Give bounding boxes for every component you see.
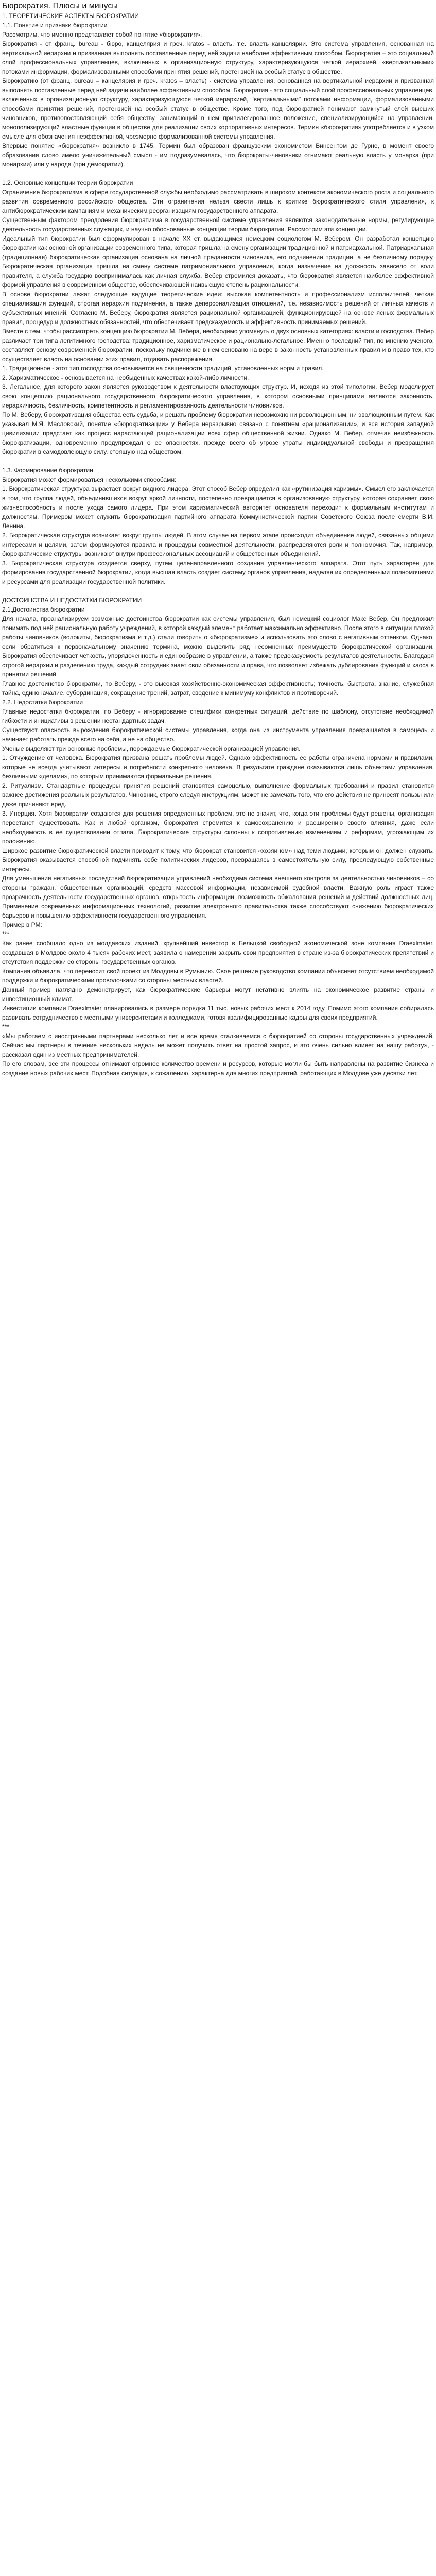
paragraph: 2. Харизматическое - основывается на необыденных качествах какой-либо личности. bbox=[2, 374, 249, 381]
paragraph: Ученые выделяют три основные проблемы, порождаемые бюрократической организацией управления. bbox=[2, 745, 301, 752]
section-heading: 1.3. Формирование бюрократии bbox=[2, 467, 93, 474]
document bbox=[0, 1, 436, 1083]
paragraph: Бюрократия - от франц. bureau - бюро, канцелярия и греч. kratos - власть, т.е. власть канцелярии. Это система управления, основанная на вертикальной иерархии и призванная выполнять поставленные перед ней задачи наиболее эффективным способом. Бюрократия – это социальный слой профессиональных управленцев, включенных в организационную структуру, характеризующуюся четкой иерархией, «вертикальными» потоками информации, формализованными способами принятия решений, претензией на особый статус в обществе. bbox=[2, 40, 434, 75]
paragraph: 1. Бюрократическая структура вырастает вокруг видного лидера. Этот способ Вебер определил как «рутинизация харизмы». Смысл его заключается в том, что группа людей, объединившихся вокруг яркой личности, постепенно превращается в организованную структуру, которая сохраняет свою жизнеспособность и после ухода самого лидера. При этом харизматический авторитет основателя переходит к формальным институтам и должностям. Примером может служить бюрократизация партийного аппарата Коммунистической партии Советского Союза после смерти В.И. Ленина. bbox=[2, 485, 434, 530]
paragraph: Для начала, проанализируем возможные достоинства бюрократии как системы управления, был немецкий социолог Макс Вебер. Он предложил понимать под ней рациональную работу учреждений, в которой каждый элемент работает максимально эффективно. После этого в ситуации плохой работы чиновников (волокиты, бюрократизма и т.д.) стали говорить о «бюрократизме» и использовать это слово с негативным оттенком. Однако, если обратиться к первоначальному значению термина, можно выделить ряд несомненных преимуществ бюрократической организации. Бюрократия обеспечивает четкость, упорядоченность и единообразие в управлении, а также предсказуемость результатов деятельности. Благодаря строгой иерархии и разделению труда, каждый сотрудник знает свои обязанности и права, что позволяет избежать дублирования функций и хаоса в принятии решений. bbox=[2, 615, 434, 678]
section bbox=[2, 596, 434, 1078]
paragraph: Данный пример наглядно демонстрирует, как бюрократические барьеры могут негативно влиять на экономическое развитие страны и инвестиционный климат. bbox=[2, 986, 434, 1003]
paragraph: По М. Веберу, бюрократизация общества есть судьба, и решать проблему бюрократии невозможно ни революционным, ни эволюционным путем. Как указывал М.Я. Масловский, понятие «бюрократизации» у Вебера неразрывно связано с понятием «рационализации», и вся история западной цивилизации предстает как процесс нарастающей рационализации всех сфер общественной жизни. Однако М. Вебер, отмечая неизбежность бюрократизации, одновременно предупреждал о ее опасностях, прежде всего об угрозе утраты индивидуальной свободы и превращения бюрократии в самодовлеющую силу, стоящую над обществом. bbox=[2, 411, 434, 455]
paragraph: 1. Традиционное - этот тип господства основывается на священности традиций, установленных норм и правил. bbox=[2, 365, 324, 372]
paragraph: 2.2. Недостатки бюрократии bbox=[2, 699, 83, 706]
section bbox=[2, 466, 434, 586]
section-heading: 1.2. Основные концепции теории бюрократии bbox=[2, 179, 133, 187]
paragraph: 3. Легальное, для которого закон является руководством к деятельности властвующих структур. И, исходя из этой типологии, Вебер моделирует свою концепцию рационального государственного бюрократического управления, в котором основными принципами являются законность, иерархичность, безличность, компетентность и регламентированность деятельности чиновников. bbox=[2, 383, 434, 409]
paragraph: Существенным фактором преодоления бюрократизма в государственной системе управления являются законодательные нормы, регулирующие деятельность государственных служащих, и научно обоснованные концепции теории бюрократии. Рассмотрим эти концепции. bbox=[2, 216, 434, 233]
paragraph: Бюрократия может формироваться несколькими способами: bbox=[2, 476, 177, 483]
paragraph: Компания объявила, что переносит свой проект из Молдовы в Румынию. Свое решение руководство компании объясняет отсутствием необходимой поддержки и бюрократическими проволочками со стороны местных властей. bbox=[2, 968, 434, 984]
paragraph: В основе бюрократии лежат следующие ведущие теоретические идеи: высокая компетентность и профессионализм исполнителей, четкая специализация функций, строгая иерархия подчинения, а также деперсонализация отношений, т.е. независимость решений от личных качеств и субъективных мнений. Согласно М. Веберу, бюрократия является рациональной организацией, функционирующей на основе ясных формальных правил, процедур и должностных обязанностей, что обеспечивает предсказуемость и эффективность принимаемых решений. bbox=[2, 291, 434, 326]
paragraph: Пример в РМ: bbox=[2, 921, 42, 928]
paragraph: 2. Ритуализм. Стандартные процедуры принятия решений становятся самоцелью, выполнение формальных требований и правил становится важнее достижения реальных результатов. Чиновник, строго следуя инструкциям, может не замечать того, что его действия не приносят пользы или даже причиняют вред. bbox=[2, 782, 434, 808]
section-heading: 1. ТЕОРЕТИЧЕСКИЕ АСПЕКТЫ БЮРОКРАТИИ bbox=[2, 12, 139, 20]
paragraph: 3. Бюрократическая структура создается сверху, путем целенаправленного создания управленческого аппарата. Этот путь характерен для формирования государственной бюрократии, когда высшая власть создает систему органов управления, наделяя их определенными полномочиями и ресурсами для реализации государственной политики. bbox=[2, 560, 434, 585]
paragraph: «Мы работаем с иностранными партнерами несколько лет и все время сталкиваемся с бюрократией со стороны государственных учреждений. Сейчас мы партнеры в течение нескольких недель не может получить ответ на простой запрос, и это очень сильно влияет на нашу работу», - рассказал один из местных предпринимателей. bbox=[2, 1032, 434, 1058]
paragraph: Ограничение бюрократизма в сфере государственной службы необходимо рассматривать в широком контексте экономического роста и социального развития современного российского общества. Эти ограничения нельзя свести лишь к критике бюрократического стиля управления, к антибюрократическим кампаниям и механическим реорганизациям государственного аппарата. bbox=[2, 189, 434, 214]
paragraph: 2. Бюрократическая структура возникает вокруг группы людей. В этом случае на первом этапе происходит объединение людей, связанных общими интересами и целями, затем формируются правила и процедуры совместной деятельности, распределяются роли и полномочия. Так, например, бюрократические структуры возникают внутри профессиональных ассоциаций и общественных объединений. bbox=[2, 532, 434, 557]
paragraph: Для уменьшения негативных последствий бюрократизации управлений необходима система внешнего контроля за деятельностью чиновников – со стороны граждан, общественных организаций, средств массовой информации, независимой судебной власти. Важную роль играет также прозрачность деятельности государственных органов, открытость информации, возможность обжалования решений и действий должностных лиц. Применение современных информационных технологий, развитие электронного правительства также способствуют снижению бюрократических барьеров и повышению эффективности государственного управления. bbox=[2, 875, 434, 919]
paragraph: 2.1.Достоинства бюрократии bbox=[2, 606, 85, 613]
section-heading: ДОСТОИНСТВА И НЕДОСТАТКИ БЮРОКРАТИИ bbox=[2, 597, 142, 604]
document-body bbox=[2, 11, 434, 1078]
paragraph: По его словам, все эти процессы отнимают огромное количество времени и ресурсов, которые могли бы быть направлены на развитие бизнеса и создание новых рабочих мест. Подобная ситуация, к сожалению, характерна для многих предприятий, работающих в Молдове уже десятки лет. bbox=[2, 1060, 434, 1077]
section bbox=[2, 178, 434, 456]
page-title: Бюрократия. Плюсы и минусы bbox=[2, 2, 118, 10]
paragraph: Рассмотрим, что именно представляет собой понятие «бюрократия». bbox=[2, 31, 202, 38]
paragraph: Как ранее сообщало одно из молдавских изданий, крупнейший инвестор в Бельцкой свободной экономической зоне компания Draexlmaier, создавшая в Молдове около 4 тысяч рабочих мест, заявила о намерении закрыть свои предприятия в стране из-за бюрократических препятствий и отсутствия поддержки со стороны государственных органов. bbox=[2, 940, 434, 965]
paragraph: Широкое развитие бюрократической власти приводит к тому, что бюрократ становится «хозяином» над теми людьми, которым он должен служить. Бюрократия оказывается способной подчинять себе политических лидеров, превращаясь в самостоятельную силу, преследующую собственные интересы. bbox=[2, 847, 434, 873]
paragraph: Идеальный тип бюрократии был сформулирован в начале XX ст. выдающимся немецким социологом М. Вебером. Он разработал концепцию бюрократии как основной организации современного типа, которая пришла на смену организации традиционной и патриархальной. Патриархальная (традиционная) бюрократическая организация основана на личной преданности чиновника, его подчинении традиции, а не безличному порядку. Бюрократическая организация пришла на смену системе патримониального управления, когда назначение на должность зависело от воли правителя, а служба государю воспринималась как личная служба. Вебер стремился доказать, что бюрократия является наиболее эффективной формой управления в современном обществе, обеспечивающей наивысшую степень рациональности. bbox=[2, 235, 434, 289]
paragraph: Существуют опасность вырождения бюрократической системы управления, когда она из инструмента управления превращается в самоцель и начинает работать прежде всего на себя, а не на общество. bbox=[2, 726, 434, 743]
paragraph: Впервые понятие «бюрократия» возникло в 1745. Термин был образован французским экономистом Винсентом де Гурне, в момент своего образования слово имело уничижительный смысл - им подразумевалась, что бюрократы-чиновники отнимают реальную власть у монарха (при монархии) или у народа (при демократии). bbox=[2, 142, 434, 168]
paragraph: Бюрократию (от франц. bureau – канцелярия и греч. kratos – власть) - система управления, основанная на вертикальной иерархии и призванная выполнять поставленные перед ней задачи наиболее эффективным способом. Бюрократия - это социальный слой профессиональных управленцев, включенных в организационную структуру, характеризующуюся четкой иерархией, "вертикальными" потоками информации, формализованными способами принятия решений, претензией на особый статус в обществе. Кроме того, под бюрократией понимают замкнутый слой высших чиновников, противопоставляющий себя обществу, занимающий в нем привилегированное положение, специализирующийся на управлении, монополизирующий властные функции в обществе для реализации своих корпоративных интересов. Термин «бюрократия» употребляется и в узком смысле для обозначения неэффективной, чрезмерно формализованной системы управления. bbox=[2, 77, 434, 140]
paragraph: *** bbox=[2, 1023, 10, 1030]
paragraph: Главные недостатки бюрократии, по Веберу - игнорирование специфики конкретных ситуаций, действие по шаблону, отсутствие необходимой гибкости и инициативы в решении нестандартных задач. bbox=[2, 708, 434, 724]
paragraph: 1.1. Понятие и признаки бюрократии bbox=[2, 22, 108, 29]
paragraph: *** bbox=[2, 930, 10, 938]
paragraph: Инвестиции компании Draexlmaier планировались в размере порядка 11 тыс. новых рабочих мест к 2014 году. Помимо этого компания собиралась развивать сотрудничество с местными университетами и колледжами, готовя квалифицированные кадры для своих предприятий. bbox=[2, 1005, 434, 1021]
paragraph: Главное достоинство бюрократии, по Веберу, - это высокая хозяйственно-экономическая эффективность; точность, быстрота, знание, служебная тайна, единоначалие, субординация, сокращение трений, затрат, сведение к минимуму конфликтов и противоречий. bbox=[2, 680, 434, 697]
paragraph: 3. Инерция. Хотя бюрократии создаются для решения определенных проблем, это не значит, что, когда эти проблемы будут решены, организация перестанет существовать. Как и любой организм, бюрократия стремится к самосохранению и расширению своего влияния, даже если необходимость в ее существовании отпала. Бюрократические структуры склонны к сопротивлению изменениям и реформам, угрожающим их положению. bbox=[2, 810, 434, 845]
paragraph: Вместе с тем, чтобы рассмотреть концепцию бюрократии М. Вебера, необходимо упомянуть о двух основных категориях: власти и господства. Вебер различает три типа легитимного господства: традиционное, харизматическое и рационально-легальное. Именно последний тип, по мнению ученого, составляет основу современной бюрократии, поскольку подчинение в нем основано на вере в законность установленных правил и в право тех, кто осуществляет власть на основании этих правил, отдавать распоряжения. bbox=[2, 328, 434, 363]
section bbox=[2, 11, 434, 169]
paragraph: 1. Отчуждение от человека. Бюрократия призвана решать проблемы людей. Однако эффективность ее работы ограничена нормами и правилами, которые не всегда учитывают интересы и потребности конкретного человека. В результате граждане оказываются лишь объектами управления, безличными «делами», по которым принимаются формальные решения. bbox=[2, 754, 434, 780]
